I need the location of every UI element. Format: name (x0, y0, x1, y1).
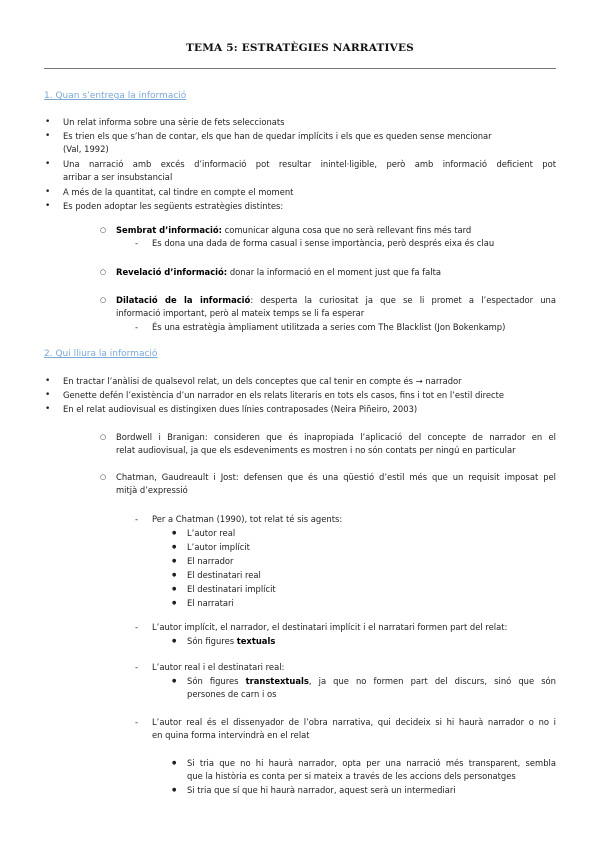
real-author-designer-continuation: en quina forma intervindrà en el relat (152, 730, 310, 740)
title-divider (44, 68, 556, 69)
agent-item: ● El destinatari implícit (187, 583, 276, 595)
agent-item: ● L’autor implícit (187, 541, 250, 553)
list-item-continuation: (Val, 1992) (63, 144, 109, 154)
list-item: • En el relat audiovisual es distingixen dues línies contraposades (Neira Piñeiro, 2003) (63, 403, 417, 415)
list-item: • En tractar l’anàlisi de qualsevol relat, un dels conceptes que cal tenir en compte és → narrador (63, 375, 462, 387)
chatman-gaudreault-jost: ○ Chatman, Gaudreault i Jost: defensen que és una qüestió d’estil més que un requisit imposat pel (116, 471, 556, 483)
bordwell-branigan-continuation: relat audiovisual, ja que els esdeveniments es mostren i no són contats per ningú en particular (116, 445, 516, 455)
strategy-sembrat-text: comunicar alguna cosa que no serà rellevant fins més tard (222, 225, 472, 235)
narrator-choice: ● Si tria que sí que hi haurà narrador, aquest serà un intermediari (187, 784, 456, 796)
no-narrator-choice-continuation: que la història es conta per si mateix a través de les accions dels personatges (187, 771, 516, 781)
strategy-sembrat-title: Sembrat d’informació: (116, 225, 222, 235)
list-item: • Es poden adoptar les següents estratègies distintes: (63, 200, 283, 212)
real-agents-note: - L’autor real i el destinatari real: (152, 661, 284, 673)
strategy-dilatacio-continuation: informació important, però al mateix temps se li fa esperar (116, 308, 365, 318)
agents-intro: - Per a Chatman (1990), tot relat té sis agents: (152, 513, 342, 525)
section-2-heading[interactable]: 2. Qui lliura la informació (44, 349, 158, 359)
list-item: • Genette defén l’existència d’un narrador en els relats literaris en tots els casos, fins i tot en l’estil directe (63, 389, 504, 401)
strategy-revelacio-title: Revelació d’informació: (116, 267, 228, 277)
transtextual-rest: , ja que no formen part del discurs, sinó que són (308, 676, 556, 686)
strategy-dilatacio (116, 294, 556, 306)
agent-item: ● El narratari (187, 597, 234, 609)
agent-item: ● L’autor real (187, 527, 235, 539)
strategy-dilatacio-note: - És una estratègia àmpliament utilitzada a series com The Blacklist (Jon Bokenkamp) (152, 321, 505, 333)
textual-figures-prefix: Són figures (187, 636, 237, 646)
strategy-revelacio-text: donar la informació en el moment just que fa falta (227, 267, 441, 277)
real-author-designer-note: - L’autor real és el dissenyador de l’obra narrativa, qui decideix si hi haurà narrador o no i (152, 716, 556, 728)
implicit-agents-note: - L’autor implícit, el narrador, el destinatari implícit i el narratari formen part del relat: (152, 621, 507, 633)
strategy-sembrat-note: - Es dona una dada de forma casual i sense importància, però després eixa és clau (152, 237, 494, 249)
strategy-sembrat (116, 224, 471, 236)
list-item: • Un relat informa sobre una sèrie de fets seleccionats (63, 116, 285, 128)
agent-item: ● El narrador (187, 555, 233, 567)
strategy-dilatacio-title: Dilatació de la informació (116, 295, 251, 305)
no-narrator-choice: ● Si tria que no hi haurà narrador, opta per una narració més transparent, sembla (187, 757, 556, 769)
transtextual-term: transtextuals (245, 676, 309, 686)
strategy-dilatacio-text: : desperta la curiositat ja que se li promet a l’espectador una (250, 295, 556, 305)
transtextual-prefix: Són figures (187, 676, 246, 686)
chatman-continuation: mitjà d’expressió (116, 485, 188, 495)
strategy-revelacio (116, 266, 441, 278)
list-item-continuation: arribar a ser insubstancial (63, 172, 173, 182)
textual-figures-term: textuals (236, 636, 276, 646)
list-item: • Una narració amb excés d’informació pot resultar inintel·ligible, però amb informació deficient pot (63, 158, 556, 170)
page-title: TEMA 5: ESTRATÈGIES NARRATIVES (186, 42, 414, 54)
transtextual-continuation: persones de carn i os (187, 689, 277, 699)
list-item: • Es trien els que s’han de contar, els que han de quedar implícits i els que es queden sense mencionar (63, 130, 492, 142)
section-1-heading[interactable]: 1. Quan s’entrega la informació (44, 91, 187, 101)
agent-item: ● El destinatari real (187, 569, 261, 581)
transtextual-figures-item (187, 675, 556, 687)
list-item: • A més de la quantitat, cal tindre en compte el moment (63, 186, 293, 198)
textual-figures-item (187, 635, 275, 647)
bordwell-branigan: ○ Bordwell i Branigan: consideren que és inapropiada l’aplicació del concepte de narrador en el (116, 431, 556, 443)
